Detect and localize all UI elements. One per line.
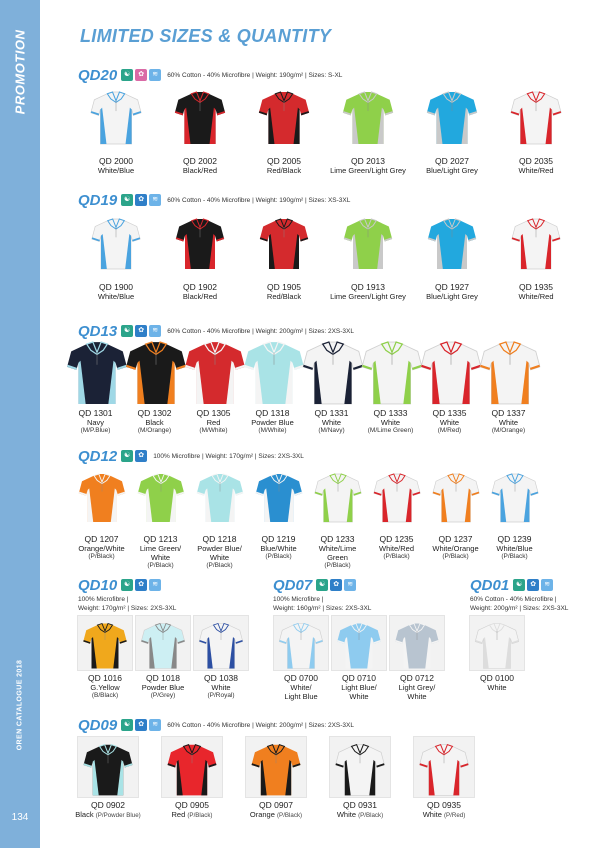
product-photo bbox=[273, 615, 329, 671]
product-item bbox=[76, 615, 134, 700]
product-code: QD 2000 bbox=[98, 156, 134, 166]
product-code: QD 0902 bbox=[90, 800, 126, 810]
product-color: Blue/Light Grey bbox=[426, 166, 478, 175]
section-header-qd09 bbox=[78, 716, 354, 734]
product-combo: (M/Navy) bbox=[318, 427, 345, 434]
product-combo: (P/Black) bbox=[501, 553, 528, 560]
product-item bbox=[388, 615, 446, 701]
product-combo: (P/Black) bbox=[206, 562, 233, 569]
product-code: QD 1207 bbox=[84, 534, 119, 544]
product-item bbox=[308, 464, 367, 570]
product-combo: (M/Orange) bbox=[137, 427, 172, 434]
polo-shirt-image bbox=[174, 82, 226, 154]
product-photo bbox=[245, 736, 307, 798]
mens-badge-icon: ✿ bbox=[135, 194, 147, 206]
product-color: Black bbox=[75, 810, 94, 819]
product-color: Red bbox=[171, 810, 186, 819]
product-color: Black/Red bbox=[182, 166, 218, 175]
product-item bbox=[158, 82, 242, 175]
qd10-spec bbox=[78, 595, 176, 613]
polo-shirt-image bbox=[474, 622, 520, 670]
product-combo: (P/Black) bbox=[442, 553, 469, 560]
product-color-line bbox=[150, 810, 234, 820]
cotton-badge-icon: ☯ bbox=[513, 579, 525, 591]
product-color: White/Lime Green bbox=[318, 544, 357, 562]
product-combo: (P/Grey) bbox=[150, 692, 176, 699]
product-color: Powder Blue bbox=[251, 418, 294, 427]
product-combo: (M/Red) bbox=[437, 427, 462, 434]
polo-shirt-image bbox=[491, 464, 539, 532]
product-item bbox=[326, 82, 410, 175]
product-code: QD 1905 bbox=[266, 282, 302, 292]
product-combo: (P/Black) bbox=[187, 812, 213, 819]
product-code: QD 2002 bbox=[182, 156, 218, 166]
product-color: White bbox=[487, 683, 507, 692]
polo-shirt-image bbox=[66, 340, 128, 406]
polo-shirt-image bbox=[342, 82, 394, 154]
product-code: QD 1331 bbox=[314, 408, 349, 418]
product-color: Lime Green/Light Grey bbox=[330, 166, 406, 175]
product-item bbox=[367, 464, 426, 561]
product-item bbox=[302, 340, 361, 435]
section-code: QD20 bbox=[78, 66, 118, 84]
product-color-line2: White bbox=[150, 553, 171, 562]
qd07-spec-line1: 100% Microfibre | bbox=[273, 596, 324, 603]
polo-shirt-image bbox=[427, 208, 477, 280]
polo-shirt-image bbox=[82, 743, 134, 797]
product-item bbox=[150, 736, 234, 820]
product-code: QD 1016 bbox=[87, 673, 123, 683]
product-item bbox=[318, 736, 402, 820]
product-item bbox=[468, 615, 526, 692]
product-code: QD 1218 bbox=[202, 534, 237, 544]
product-item bbox=[330, 615, 388, 701]
polo-shirt-image bbox=[336, 622, 382, 670]
polo-shirt-image bbox=[361, 340, 423, 406]
product-color: White bbox=[321, 418, 342, 427]
cotton-badge-icon: ☯ bbox=[121, 194, 133, 206]
product-item bbox=[485, 464, 544, 561]
mens-badge-icon: ✿ bbox=[135, 719, 147, 731]
cotton-badge-icon: ☯ bbox=[121, 579, 133, 591]
product-code: QD 1927 bbox=[434, 282, 470, 292]
product-color: White bbox=[336, 810, 356, 819]
promotion-label-box bbox=[3, 22, 37, 122]
section-spec: 100% Microfibre | Weight: 170g/m² | Sizes: 2XS-3XL bbox=[153, 452, 304, 460]
product-item bbox=[249, 464, 308, 561]
product-combo: (P/Royal) bbox=[207, 692, 235, 699]
product-color: White/Red bbox=[518, 166, 554, 175]
polo-shirt-image bbox=[258, 82, 310, 154]
polo-shirt-image bbox=[82, 622, 128, 670]
product-color: Blue/Light Grey bbox=[426, 292, 478, 301]
polo-shirt-image bbox=[343, 208, 393, 280]
product-color: White/ bbox=[290, 683, 312, 692]
product-color: Lime Green/ bbox=[139, 544, 182, 553]
product-color: Light Blue/ bbox=[341, 683, 377, 692]
polo-shirt-image bbox=[198, 622, 244, 670]
product-code: QD 1902 bbox=[182, 282, 218, 292]
product-color: Red bbox=[206, 418, 221, 427]
product-code: QD 0935 bbox=[426, 800, 462, 810]
product-item bbox=[72, 464, 131, 561]
product-photo bbox=[469, 615, 525, 671]
product-code: QD 1235 bbox=[379, 534, 414, 544]
product-color: Light Grey/ bbox=[398, 683, 436, 692]
product-color: White bbox=[211, 683, 231, 692]
polo-shirt-image bbox=[511, 208, 561, 280]
catalogue-label: OREN CATALOGUE 2018 bbox=[16, 659, 24, 751]
product-photo bbox=[413, 736, 475, 798]
section-header-qd12 bbox=[78, 447, 304, 465]
polo-shirt-image bbox=[302, 340, 364, 406]
product-code: QD 0712 bbox=[399, 673, 435, 683]
polo-shirt-image bbox=[479, 340, 541, 406]
dry-badge-icon: ≋ bbox=[149, 719, 161, 731]
product-item bbox=[494, 208, 578, 301]
page-title: LIMITED SIZES & QUANTITY bbox=[80, 26, 332, 46]
product-color: Orange bbox=[249, 810, 275, 819]
product-color: White/Blue bbox=[97, 166, 135, 175]
section-header-qd01 bbox=[470, 576, 555, 594]
product-code: QD 1318 bbox=[255, 408, 290, 418]
section-spec: 60% Cotton - 40% Microfibre | Weight: 200g/m² | Sizes: 2XS-3XL bbox=[167, 721, 354, 729]
product-item bbox=[426, 464, 485, 561]
product-code: QD 2035 bbox=[518, 156, 554, 166]
section-header-qd13 bbox=[78, 322, 354, 340]
product-code: QD 1935 bbox=[518, 282, 554, 292]
polo-shirt-image bbox=[78, 464, 126, 532]
product-color: Powder Blue/ bbox=[197, 544, 242, 553]
polo-shirt-image bbox=[125, 340, 187, 406]
product-combo: (P/Black) bbox=[265, 553, 292, 560]
product-item bbox=[402, 736, 486, 820]
product-combo: (B/Black) bbox=[91, 692, 119, 699]
product-color: White bbox=[498, 418, 519, 427]
product-color-line2: White bbox=[407, 692, 427, 701]
product-combo: (P/Black) bbox=[88, 553, 115, 560]
product-color: White/Red bbox=[378, 544, 414, 553]
product-photo bbox=[77, 615, 133, 671]
product-code: QD 1233 bbox=[320, 534, 355, 544]
polo-shirt-image bbox=[314, 464, 362, 532]
product-code: QD 0907 bbox=[258, 800, 294, 810]
product-color: Lime Green/Light Grey bbox=[330, 292, 406, 301]
product-code: QD 1237 bbox=[438, 534, 473, 544]
product-item bbox=[134, 615, 192, 700]
product-combo: (M/Lime Green) bbox=[367, 427, 414, 434]
product-color: White/Blue bbox=[97, 292, 135, 301]
qd01-spec-line1: 60% Cotton - 40% Microfibre | bbox=[470, 596, 557, 603]
polo-shirt-image bbox=[334, 743, 386, 797]
cotton-badge-icon: ☯ bbox=[121, 450, 133, 462]
product-color-line2: White bbox=[209, 553, 230, 562]
cotton-badge-icon: ☯ bbox=[121, 69, 133, 81]
product-item bbox=[243, 340, 302, 435]
product-combo: (M/P.Blue) bbox=[80, 427, 111, 434]
section-spec: 60% Cotton - 40% Microfibre | Weight: 190g/m² | Sizes: XS-3XL bbox=[167, 196, 351, 204]
polo-shirt-image bbox=[510, 82, 562, 154]
section-header-qd10 bbox=[78, 576, 163, 594]
product-photo bbox=[193, 615, 249, 671]
section-code: QD01 bbox=[470, 576, 510, 594]
product-item bbox=[234, 736, 318, 820]
qd01-spec-line2: Weight: 200g/m² | Sizes: 2XS-3XL bbox=[470, 605, 569, 612]
product-combo: (P/Black) bbox=[383, 553, 410, 560]
mens-badge-icon: ✿ bbox=[330, 579, 342, 591]
mens-badge-icon: ✿ bbox=[527, 579, 539, 591]
product-item bbox=[410, 82, 494, 175]
polo-shirt-image bbox=[420, 340, 482, 406]
product-combo: (P/Black) bbox=[358, 812, 384, 819]
product-item bbox=[74, 82, 158, 175]
product-color-line2: Light Blue bbox=[284, 692, 318, 701]
product-color: Blue/White bbox=[260, 544, 297, 553]
product-combo: (P/Powder Blue) bbox=[95, 812, 141, 819]
product-color: G.Yellow bbox=[90, 683, 120, 692]
product-code: QD 1305 bbox=[196, 408, 231, 418]
product-item bbox=[190, 464, 249, 570]
product-item bbox=[158, 208, 242, 301]
product-code: QD 0100 bbox=[479, 673, 515, 683]
ladies-badge-icon: ✿ bbox=[135, 69, 147, 81]
polo-shirt-image bbox=[175, 208, 225, 280]
cotton-badge-icon: ☯ bbox=[316, 579, 328, 591]
page-number: 134 bbox=[11, 812, 29, 823]
polo-shirt-image bbox=[394, 622, 440, 670]
product-code: QD 1335 bbox=[432, 408, 467, 418]
product-item bbox=[494, 82, 578, 175]
dry-badge-icon: ≋ bbox=[149, 69, 161, 81]
product-code: QD 1219 bbox=[261, 534, 296, 544]
product-color: Red/Black bbox=[266, 292, 302, 301]
product-color: Black/Red bbox=[182, 292, 218, 301]
product-combo: (M/Orange) bbox=[491, 427, 526, 434]
product-combo: (P/Black) bbox=[324, 562, 351, 569]
section-code: QD12 bbox=[78, 447, 118, 465]
polo-shirt-image bbox=[196, 464, 244, 532]
product-color: Red/Black bbox=[266, 166, 302, 175]
section-code: QD19 bbox=[78, 191, 118, 209]
product-item bbox=[66, 340, 125, 435]
section-code: QD07 bbox=[273, 576, 313, 594]
polo-shirt-image bbox=[184, 340, 246, 406]
section-code: QD13 bbox=[78, 322, 118, 340]
product-item bbox=[125, 340, 184, 435]
product-color: White/Orange bbox=[432, 544, 479, 553]
dry-badge-icon: ≋ bbox=[541, 579, 553, 591]
product-code: QD 0931 bbox=[342, 800, 378, 810]
polo-shirt-image bbox=[259, 208, 309, 280]
mens-badge-icon: ✿ bbox=[135, 450, 147, 462]
qd01-spec bbox=[470, 595, 568, 613]
section-spec: 60% Cotton - 40% Microfibre | Weight: 190g/m² | Sizes: S-XL bbox=[167, 71, 343, 79]
product-code: QD 0700 bbox=[283, 673, 319, 683]
product-combo: (P/Black) bbox=[147, 562, 174, 569]
product-color: White bbox=[380, 418, 401, 427]
section-code: QD09 bbox=[78, 716, 118, 734]
product-color: Navy bbox=[86, 418, 105, 427]
polo-shirt-image bbox=[137, 464, 185, 532]
product-item bbox=[184, 340, 243, 435]
product-code: QD 1900 bbox=[98, 282, 134, 292]
product-code: QD 1301 bbox=[78, 408, 113, 418]
polo-shirt-image bbox=[140, 622, 186, 670]
product-color: White/Red bbox=[518, 292, 554, 301]
product-color: Powder Blue bbox=[141, 683, 185, 692]
product-combo: (P/Black) bbox=[277, 812, 303, 819]
polo-shirt-image bbox=[432, 464, 480, 532]
section-spec: 60% Cotton - 40% Microfibre | Weight: 200g/m² | Sizes: 2XS-3XL bbox=[167, 327, 354, 335]
dry-badge-icon: ≋ bbox=[149, 194, 161, 206]
product-color: Black bbox=[145, 418, 164, 427]
product-code: QD 1018 bbox=[145, 673, 181, 683]
polo-shirt-image bbox=[255, 464, 303, 532]
product-color: Orange/White bbox=[78, 544, 125, 553]
product-color: White/Blue bbox=[496, 544, 533, 553]
polo-shirt-image bbox=[373, 464, 421, 532]
product-combo: (M/White) bbox=[199, 427, 228, 434]
polo-shirt-image bbox=[91, 208, 141, 280]
mens-badge-icon: ✿ bbox=[135, 325, 147, 337]
product-code: QD 1913 bbox=[350, 282, 386, 292]
qd07-spec-line2: Weight: 160g/m² | Sizes: 2XS-3XL bbox=[273, 605, 372, 612]
product-photo bbox=[331, 615, 387, 671]
product-photo bbox=[161, 736, 223, 798]
cotton-badge-icon: ☯ bbox=[121, 719, 133, 731]
product-code: QD 1038 bbox=[203, 673, 239, 683]
dry-badge-icon: ≋ bbox=[149, 325, 161, 337]
product-item bbox=[131, 464, 190, 570]
product-item bbox=[272, 615, 330, 701]
product-code: QD 1337 bbox=[491, 408, 526, 418]
product-code: QD 1213 bbox=[143, 534, 178, 544]
polo-shirt-image bbox=[90, 82, 142, 154]
product-color: White bbox=[422, 810, 442, 819]
dry-badge-icon: ≋ bbox=[344, 579, 356, 591]
polo-shirt-image bbox=[418, 743, 470, 797]
product-color-line2: White bbox=[349, 692, 369, 701]
product-color-line bbox=[66, 810, 150, 820]
product-code: QD 0905 bbox=[174, 800, 210, 810]
section-code: QD10 bbox=[78, 576, 118, 594]
polo-shirt-image bbox=[250, 743, 302, 797]
product-combo: (M/White) bbox=[258, 427, 287, 434]
product-item bbox=[410, 208, 494, 301]
product-code: QD 1333 bbox=[373, 408, 408, 418]
product-photo bbox=[329, 736, 391, 798]
mens-badge-icon: ✿ bbox=[135, 579, 147, 591]
product-item bbox=[479, 340, 538, 435]
product-code: QD 2013 bbox=[350, 156, 386, 166]
polo-shirt-image bbox=[278, 622, 324, 670]
section-header-qd19 bbox=[78, 191, 350, 209]
product-color-line bbox=[318, 810, 402, 820]
section-header-qd07 bbox=[273, 576, 358, 594]
qd07-spec bbox=[273, 595, 371, 613]
polo-shirt-image bbox=[243, 340, 305, 406]
catalogue-label-box bbox=[3, 650, 37, 760]
product-photo bbox=[389, 615, 445, 671]
qd10-spec-line2: Weight: 170g/m² | Sizes: 2XS-3XL bbox=[78, 605, 177, 612]
product-item bbox=[74, 208, 158, 301]
product-code: QD 2005 bbox=[266, 156, 302, 166]
product-item bbox=[326, 208, 410, 301]
product-code: QD 2027 bbox=[434, 156, 470, 166]
product-combo: (P/Red) bbox=[443, 812, 466, 819]
promotion-label: PROMOTION bbox=[12, 29, 28, 115]
product-code: QD 1302 bbox=[137, 408, 172, 418]
product-item bbox=[242, 208, 326, 301]
product-code: QD 0710 bbox=[341, 673, 377, 683]
product-item bbox=[242, 82, 326, 175]
product-color-line bbox=[402, 810, 486, 820]
product-item bbox=[361, 340, 420, 435]
product-color-line bbox=[234, 810, 318, 820]
product-color: White bbox=[439, 418, 460, 427]
cotton-badge-icon: ☯ bbox=[121, 325, 133, 337]
product-item bbox=[192, 615, 250, 700]
product-item bbox=[420, 340, 479, 435]
product-photo bbox=[135, 615, 191, 671]
sidebar bbox=[0, 0, 40, 848]
product-item bbox=[66, 736, 150, 820]
product-code: QD 1239 bbox=[497, 534, 532, 544]
polo-shirt-image bbox=[426, 82, 478, 154]
dry-badge-icon: ≋ bbox=[149, 579, 161, 591]
polo-shirt-image bbox=[166, 743, 218, 797]
qd10-spec-line1: 100% Microfibre | bbox=[78, 596, 129, 603]
product-photo bbox=[77, 736, 139, 798]
